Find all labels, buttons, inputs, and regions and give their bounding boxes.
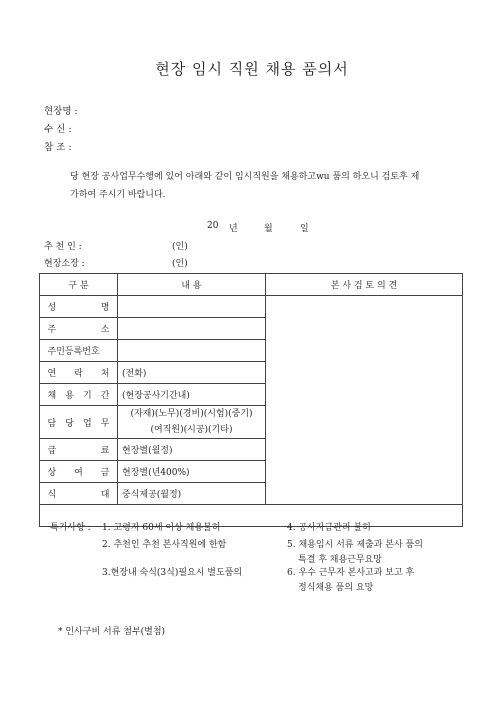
duty-label: 담 당 업 무 — [47, 418, 110, 429]
note-4: 4. 공사자금관리 불허 — [287, 523, 371, 533]
table-header-row — [40, 274, 463, 296]
site-chief-label: 현장소장 : — [44, 259, 85, 269]
rrn-label: 주민등록번호 — [47, 347, 100, 357]
note-3: 3.현장내 숙식(3식)필요시 별도품의 — [102, 568, 243, 578]
contact-label: 연 락 처 — [47, 369, 110, 379]
note-1: 1. 고령자 60세 이상 채용불허 — [102, 523, 221, 533]
table-row — [40, 296, 463, 318]
recipient-label: 수 신 : — [44, 124, 72, 135]
header-content: 내 용 — [118, 274, 266, 296]
site-chief-seal: (인) — [172, 259, 188, 269]
duty-options[interactable] — [118, 406, 266, 439]
address-label: 주 소 — [47, 325, 110, 335]
date-month-unit: 월 — [264, 224, 273, 234]
hiring-form-table — [39, 273, 463, 637]
bonus-label: 상 여 금 — [47, 468, 110, 478]
salary-value[interactable]: 현장별(월정) — [118, 439, 266, 461]
header-review: 본 사 검 토 의 견 — [266, 274, 463, 296]
page-title: 현장 임시 직원 채용 품의서 — [155, 60, 349, 78]
site-name-label: 현장명 : — [44, 106, 78, 117]
meals-label: 식 대 — [47, 490, 110, 500]
rrn-value[interactable] — [118, 340, 266, 362]
duty-options-line-2: (여직원)(시공)(기타) — [150, 425, 233, 435]
note-2: 2. 추천인 추천 본사직원에 한함 — [102, 540, 227, 550]
note-6b: 정식채용 품의 요망 — [298, 583, 374, 593]
date-year-unit: 년 — [229, 224, 238, 234]
bonus-value[interactable]: 현장별(년400%) — [118, 461, 266, 483]
reference-label: 참 조 : — [44, 142, 72, 153]
name-value[interactable] — [118, 296, 266, 318]
header-category: 구 분 — [40, 274, 118, 296]
period-value[interactable]: (현장공사기간내) — [118, 384, 266, 406]
recommender-label: 추 천 인 : — [44, 242, 82, 252]
review-opinion-cell[interactable] — [266, 296, 463, 505]
recommender-seal: (인) — [172, 242, 188, 252]
duty-options-line-1: (자재)(노무)(경비)(시험)(중기) — [130, 409, 253, 419]
note-5b: 특결 후 채용근무요망 — [298, 555, 382, 565]
note-5a: 5. 채용임시 서류 제출과 본사 품의 — [287, 540, 423, 550]
address-value[interactable] — [118, 318, 266, 340]
name-label: 성 명 — [47, 303, 110, 313]
contact-value[interactable]: (전화) — [118, 362, 266, 384]
note-6a: 6. 우수 근무자 본사고과 보고 후 — [287, 568, 415, 578]
attachment-note: * 인사구비 서류 첨부(별첨) — [58, 627, 166, 637]
intro-line-1: 당 현장 공사업무수행에 있어 아래와 같이 임시직원을 채용하고wu 품의 하오니 검토후 제 — [70, 172, 420, 182]
intro-line-2: 가하여 주시기 바랍니다. — [70, 190, 166, 200]
date-year: 20 — [207, 221, 219, 231]
salary-label: 급 료 — [47, 446, 110, 456]
notes-label: 특기사항 : — [50, 523, 91, 533]
date-day-unit: 일 — [300, 224, 309, 234]
special-notes-cell — [40, 505, 463, 637]
meals-value[interactable]: 중식제공(월정) — [118, 483, 266, 505]
period-label: 채 용 기 간 — [47, 391, 110, 401]
notes-row — [40, 505, 463, 527]
